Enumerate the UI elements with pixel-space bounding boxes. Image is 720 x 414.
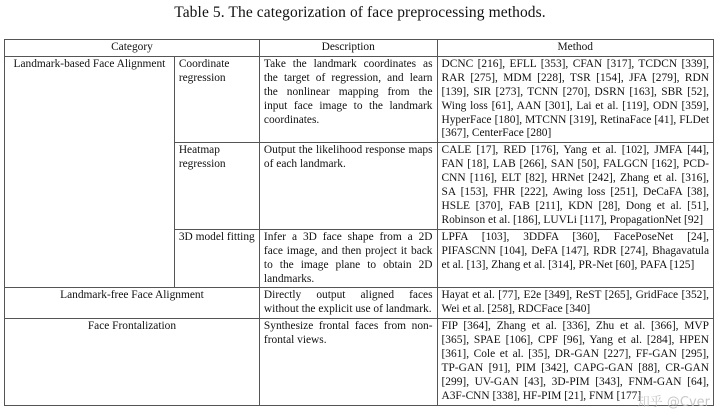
table-row [5,288,714,319]
methods-landmark-free: Hayat et al. [77], E2e [349], ReST [265], GridFace [352], Wei et al. [258], RDCFace [340] [437,288,713,319]
description-face-frontalization: Synthesize frontal faces from non-frontal views. [259,319,437,405]
table-row [5,319,714,405]
preprocessing-table [4,39,714,406]
methods-face-frontalization: FIP [364], Zhang et al. [336], Zhu et al. [366], MVP [365], SPAE [106], CPF [96], Yang et al. [284], HPEN [361], Cole et al. [35], DR-GAN [227], FF-GAN [295], TP-GAN [91], PIM [342], CAPG-GAN [88], CR-GAN [299], UV-GAN [43], 3D-PIM [343], FNM-GAN [64], A3F-CNN [338], HF-PIM [21], FNM [177] [437,319,713,405]
subcategory-heatmap-regression: Heatmap regression [174,143,259,229]
methods-coordinate-regression: DCNC [216], EFLL [353], CFAN [317], TCDCN [339], RAR [275], MDM [228], TSR [154], JFA [279], RDN [139], SIR [273], TCNN [270], DSRN [163], SBR [52], Wing loss [61], AAN [301], Lai et al. [119], ODN [359], HyperFace [180], MTCNN [319], RetinaFace [41], FLDet [367], CenterFace [280] [437,56,713,142]
category-face-frontalization: Face Frontalization [5,319,260,405]
header-description: Description [259,40,437,57]
methods-3d-model-fitting: LPFA [103], 3DDFA [360], FacePoseNet [24], PIFASCNN [104], DeFA [147], RDR [274], Bhagavatula et al. [13], Zhang et al. [314], PR-Net [60], PAFA [125] [437,229,713,288]
description-coordinate-regression: Take the landmark coordinates as the target of regression, and learn the nonlinear mapping from the input face image to the landmark coordinates. [259,56,437,142]
header-method: Method [437,40,713,57]
watermark: 知乎 @Cver [636,395,710,410]
header-row [5,40,714,57]
description-landmark-free: Directly output aligned faces without the explicit use of landmark. [259,288,437,319]
category-landmark-free: Landmark-free Face Alignment [5,288,260,319]
subcategory-3d-model-fitting: 3D model fitting [174,229,259,288]
description-3d-model-fitting: Infer a 3D face shape from a 2D face image, and then project it back to the image plane to obtain 2D landmarks. [259,229,437,288]
table-caption: Table 5. The categorization of face preprocessing methods. [174,4,546,21]
description-heatmap-regression: Output the likelihood response maps of each landmark. [259,143,437,229]
table-row [5,56,714,142]
header-category: Category [5,40,260,57]
methods-heatmap-regression: CALE [17], RED [176], Yang et al. [102], JMFA [44], FAN [18], LAB [266], SAN [50], FALGCN [162], PCD-CNN [116], ELT [82], HRNet [242], Zhang et al. [316], SA [153], FHR [222], Awing loss [251], DeCaFA [38], HSLE [370], FAB [211], KDN [28], Dong et al. [51], Robinson et al. [186], LUVLi [117], PropagationNet [92] [437,143,713,229]
subcategory-coordinate-regression: Coordinate regression [174,56,259,142]
category-landmark-based: Landmark-based Face Alignment [5,56,175,288]
